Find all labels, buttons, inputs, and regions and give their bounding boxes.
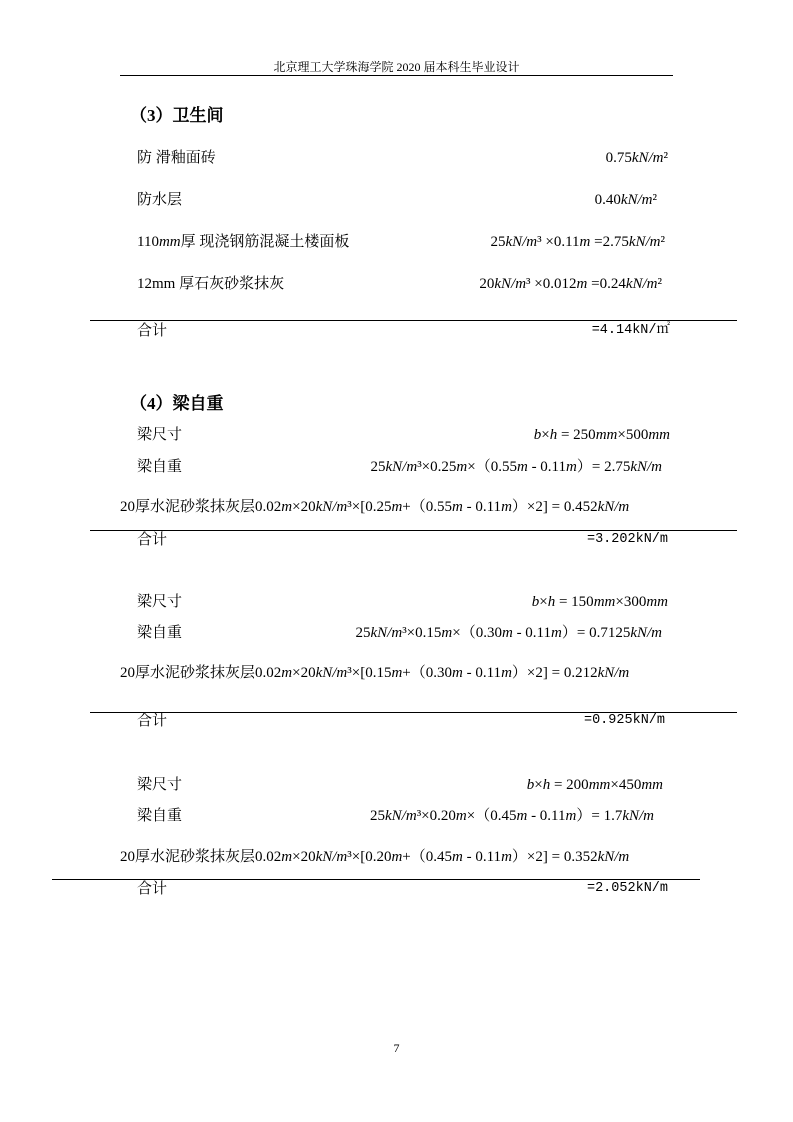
unit-symbol: kN/m [385, 808, 417, 824]
unit-symbol: kN/m [494, 276, 527, 292]
unit-symbol: mm [595, 427, 618, 443]
beam-size-label: 梁尺寸 [137, 777, 183, 793]
section-title-beam-weight: （4）梁自重 [130, 394, 224, 413]
beam-weight-row [0, 623, 793, 643]
beam-weight-row [0, 457, 793, 477]
item-label: 12mm 厚石灰砂浆抹灰 [137, 276, 285, 292]
unit-symbol: b [533, 427, 542, 443]
total-value: =2.052kN/m [586, 881, 668, 896]
unit-symbol: mm [646, 594, 668, 610]
unit-symbol: mm [648, 427, 670, 443]
unit-symbol: m [391, 499, 403, 515]
bathroom-total-row [0, 321, 793, 341]
unit-symbol: m [501, 665, 512, 681]
item-value: 0.40kN/m² [594, 192, 657, 208]
header-rule [120, 75, 673, 76]
bathroom-item-row [0, 274, 793, 294]
item-label: 防水层 [137, 192, 183, 208]
unit-symbol: kN/m [630, 625, 662, 641]
unit-symbol: m [501, 499, 512, 515]
unit-symbol: b [526, 777, 535, 793]
beam-size-row [0, 425, 793, 445]
unit-symbol: kN/m [597, 665, 630, 681]
unit-symbol: m [391, 849, 403, 865]
unit-symbol: kN/m [385, 459, 418, 475]
unit-symbol: m [441, 625, 453, 641]
beam-size-value: b×h = 200mm×450mm [526, 777, 663, 793]
beam-size-label: 梁尺寸 [137, 594, 183, 610]
unit-symbol: h [542, 777, 551, 793]
beam-weight-formula: 25kN/m³×0.20m×（0.45m - 0.11m）= 1.7kN/m [370, 808, 654, 824]
item-value: 20kN/m³ ×0.012m =0.24kN/m² [479, 276, 662, 292]
item-label: 防 滑釉面砖 [137, 150, 216, 166]
unit-symbol: m [501, 625, 513, 641]
page-number: 7 [393, 1041, 400, 1055]
unit-symbol: kN/m [597, 499, 630, 515]
unit-symbol: kN/m [620, 192, 653, 208]
total-label: 合计 [137, 532, 168, 548]
total-label: 合计 [137, 323, 168, 339]
total-value: =4.14kN/㎡ [591, 323, 670, 338]
unit-symbol: m [516, 459, 528, 475]
running-header: 北京理工大学珠海学院 2020 届本科生毕业设计 [273, 60, 520, 74]
unit-symbol: m [281, 665, 293, 681]
beam-weight-label: 梁自重 [137, 625, 183, 641]
unit-symbol: kN/m [597, 849, 630, 865]
unit-symbol: kN/m [625, 276, 658, 292]
unit-symbol: m [566, 459, 577, 475]
beam-weight-label: 梁自重 [137, 808, 183, 824]
beam-total-row [0, 530, 793, 550]
unit-symbol: kN/m [315, 849, 348, 865]
unit-symbol: h [547, 594, 556, 610]
unit-symbol: mm [641, 777, 663, 793]
unit-symbol: kN/m [505, 234, 538, 250]
beam-size-row [0, 592, 793, 612]
unit-symbol: kN/m [630, 459, 662, 475]
bathroom-item-row [0, 190, 793, 210]
unit-symbol: h [549, 427, 558, 443]
unit-symbol: m [452, 499, 463, 515]
unit-symbol: m [452, 849, 463, 865]
unit-symbol: m [281, 499, 293, 515]
unit-symbol: m [391, 665, 403, 681]
unit-symbol: m [281, 849, 293, 865]
section-title-bathroom: （3）卫生间 [130, 106, 224, 125]
total-value: =3.202kN/m [586, 532, 668, 547]
item-value: 25kN/m³ ×0.11m =2.75kN/m² [490, 234, 665, 250]
unit-symbol: kN/m [622, 808, 654, 824]
total-value: =0.925kN/m [583, 713, 665, 728]
total-label: 合计 [137, 881, 168, 897]
unit-symbol: m [516, 808, 528, 824]
item-value: 0.75kN/m² [605, 150, 668, 166]
beam-weight-row [0, 806, 793, 826]
beam-size-row [0, 775, 793, 795]
unit-symbol: m [456, 459, 468, 475]
beam-total-row [0, 879, 793, 899]
unit-symbol: kN/m [370, 625, 403, 641]
beam-weight-formula: 25kN/m³×0.25m×（0.55m - 0.11m）= 2.75kN/m [370, 459, 662, 475]
beam-weight-formula: 25kN/m³×0.15m×（0.30m - 0.11m）= 0.7125kN/m [355, 625, 662, 641]
bathroom-item-row [0, 232, 793, 252]
unit-symbol: m [501, 849, 512, 865]
unit-symbol: m [452, 665, 463, 681]
plaster-load-formula: 20厚水泥砂浆抹灰层0.02m×20kN/m³×[0.20m+（0.45m - 0.11m）×2] = 0.352kN/m [120, 849, 630, 865]
unit-symbol: m [576, 276, 588, 292]
plaster-load-formula: 20厚水泥砂浆抹灰层0.02m×20kN/m³×[0.25m+（0.55m - 0.11m）×2] = 0.452kN/m [120, 499, 630, 515]
unit-symbol: mm [593, 594, 616, 610]
unit-symbol: kN/m [628, 234, 661, 250]
beam-weight-label: 梁自重 [137, 459, 183, 475]
unit-symbol: mm [588, 777, 611, 793]
unit-symbol: kN/m [315, 499, 348, 515]
beam-size-label: 梁尺寸 [137, 427, 183, 443]
unit-symbol: mm [158, 234, 181, 250]
unit-symbol: m [565, 808, 577, 824]
beam-size-value: b×h = 150mm×300mm [531, 594, 668, 610]
item-label: 110mm厚 现浇钢筋混凝土楼面板 [137, 234, 350, 250]
unit-symbol: m [455, 808, 467, 824]
unit-symbol: m [551, 625, 562, 641]
unit-symbol: kN/m [315, 665, 348, 681]
unit-symbol: kN/m [631, 150, 664, 166]
beam-size-value: b×h = 250mm×500mm [533, 427, 670, 443]
plaster-load-formula: 20厚水泥砂浆抹灰层0.02m×20kN/m³×[0.15m+（0.30m - 0.11m）×2] = 0.212kN/m [120, 665, 630, 681]
unit-symbol: b [531, 594, 540, 610]
beam-total-row [0, 711, 793, 731]
unit-symbol: m [579, 234, 591, 250]
total-label: 合计 [137, 713, 168, 729]
bathroom-item-row [0, 148, 793, 168]
